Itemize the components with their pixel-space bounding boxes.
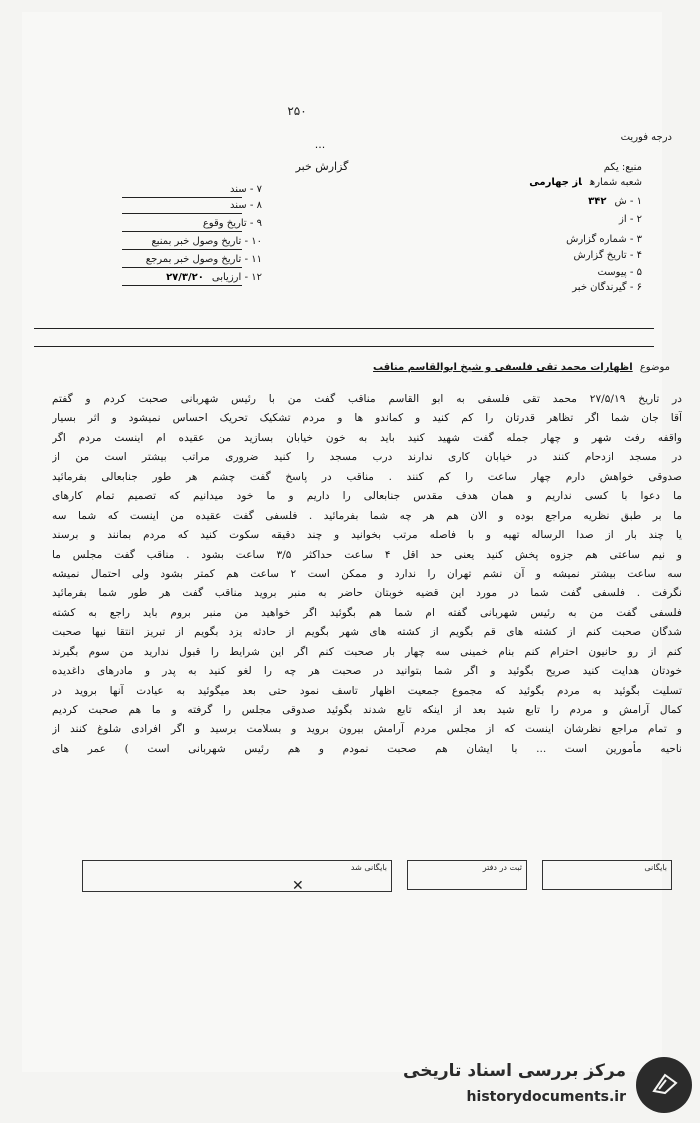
form-field: [143, 236, 262, 247]
body-line: و نیم ساعتی هم جزوه پخش کنید یعنی حد اقل ۴ ساعت حداکثر ۳/۵ ساعت بشود . مناقب گفت مجلس ما: [52, 548, 682, 561]
field-value: ۳۴۲: [588, 196, 607, 207]
stamp: [407, 860, 527, 890]
handwritten-mark: ✕: [292, 878, 304, 894]
form-field: [222, 184, 262, 195]
stamp: [542, 860, 672, 890]
form-field: [222, 200, 262, 211]
field-underline: [122, 213, 242, 214]
report-body: [52, 390, 682, 759]
field-underline: [122, 267, 242, 268]
priority-label: درجه فوریت: [620, 132, 672, 143]
stamp-text: بایگانی شد: [350, 863, 387, 872]
field-label: ۱۲ - ارزیابی: [211, 272, 262, 283]
divider-line: [34, 346, 654, 347]
archive-icon: [636, 1057, 692, 1113]
field-label: ۲ - از: [619, 214, 642, 225]
watermark-url: historydocuments.ir: [466, 1089, 626, 1105]
body-line: نگرفت . فلسفی گفت شما در مورد این قضیه خوبتان حاضر به منبر بروید مناقب گفت هر طور شما بفرمائید: [52, 587, 682, 600]
field-underline: [122, 197, 242, 198]
body-line: شدگان صحبت کنم از کشته های قم بگویم از کشته های شهر بگویم از حادثه یزد بگویم از تبریز انتقا نیها صحبت: [52, 626, 682, 639]
header-subtitle: ...: [314, 138, 326, 151]
body-line: و تمام مراجع نظرشان اینست که از مجلس مردم آرامش بیرون بروید و بسلامت برسید و اگر افرادی شلوغ کنند از: [52, 723, 682, 736]
form-field: [166, 272, 262, 283]
field-label: ۴ - تاریخ گزارش: [573, 250, 642, 261]
field-label: ۷ - سند: [230, 184, 262, 195]
field-label: ۳ - شماره گزارش: [566, 234, 642, 245]
form-field: [589, 267, 642, 278]
body-line: ما بر طبق نظریه مراجع بوده و الان هم هر چه شما بفرمائید . فلسفی گفت عقیده من اینست که شما سه: [52, 509, 682, 522]
field-label: ۸ - سند: [230, 200, 262, 211]
field-label: ۱ - ش: [614, 196, 642, 207]
body-line: سه ساعت بیشتر نمیشه و آن نشم تهران را ندارد و ممکن است ۲ ساعت هم کمتر بشود ولی احتمال نمیشه: [52, 567, 682, 580]
body-line: خودتان هدایت کنید صریح بگوئید و اگر شما بتوانید در صحبت هر چه را لغو کنید به پدر و مادرهای داغدیده: [52, 665, 682, 678]
body-line: فلسفی گفت من به رئیس شهربانی گفته ام شما هم بگوئید اگر خواهید من منبر بروم باید راجع به کشته: [52, 606, 682, 619]
stamp-text: بایگانی: [644, 863, 667, 872]
form-field: [588, 196, 642, 207]
body-line: یا چند بار از صدا الرساله تهیه و با فاصله مرتب بخوانید و چند دقیقه سکوت کنید که مردم بمانند و برسند: [52, 529, 682, 542]
stamp: [82, 860, 392, 892]
body-line: کنم از رو حانیون احترام کنم بنام خمینی سه چهار بار صحبت کنم اگر این شرایط را قبول ندارید من سوم بگیرند: [52, 645, 682, 658]
form-field: [596, 162, 642, 173]
subject-label: موضوع: [639, 362, 670, 373]
form-field: [565, 250, 642, 261]
field-underline: [122, 249, 242, 250]
field-label: ۹ - تاریخ وقوع: [202, 218, 262, 229]
watermark-title: مرکز بررسی اسناد تاریخی: [403, 1061, 626, 1081]
body-line: آقا جان شما اگر تظاهر قدرتان را کم کنید و کماندو ها و مردم تشکیک تحریک احساس نمیشود و اثر بسیار: [52, 412, 682, 425]
field-label: شعبه شماره: [589, 177, 642, 188]
form-field: [611, 214, 642, 225]
field-label: ۶ - گیرندگان خبر: [572, 282, 642, 293]
field-label: ۱۱ - تاریخ وصول خبر بمرجع: [145, 254, 262, 265]
form-field: [529, 177, 642, 188]
form-field: [558, 234, 642, 245]
body-line: واقفه رفت شهر و چهار جمله گفت شهید کنید باید به خون خیابان بسازید من عقیده ام اینست مردم اگر: [52, 431, 682, 444]
body-line: صدوقی خواهش دارم چهار ساعت را کم کنند . مناقب در پاسخ گفت چشم هر طور جنابعالی بفرمائید: [52, 470, 682, 483]
body-line: در مسجد ازدحام کنند در خیابان کاری ندارند درب مسجد را کنید ضروری مراتب بیشتر است من از: [52, 451, 682, 464]
field-label: ۱۰ - تاریخ وصول خبر بمنبع: [151, 236, 262, 247]
body-line: تسلیت بگوئید به مردم بگوئید که مجموع جمعیت اظهار تاسف نمود حتی بعد میگوئید به عیادت آنها بروید در: [52, 684, 682, 697]
body-line: ناحیه مأمورین است ... با ایشان هم صحبت نمودم و هم رئیس شهربانی است ) عمر های: [52, 742, 682, 755]
document-page: [22, 12, 682, 1072]
document-title: گزارش خبر: [295, 160, 349, 173]
watermark-logo: [402, 1057, 692, 1115]
subject-value: اظهارات محمد تقی فلسفی و شیخ ابوالقاسم مناقب: [373, 362, 633, 373]
form-field: [138, 254, 262, 265]
document-icon: [651, 1071, 679, 1095]
body-line: در تاریخ ۲۷/۵/۱۹ محمد تقی فلسفی به ابو القاسم مناقب گفت من با رئیس شهربانی صحبت کردم و گفتم: [52, 393, 682, 405]
field-label: منبع: یکم: [603, 162, 642, 173]
form-field: [564, 282, 642, 293]
field-value: ۲۷/۳/۲۰: [166, 272, 204, 283]
stamp-text: ثبت در دفتر: [482, 863, 522, 872]
header-stamp: ۲۵۰: [287, 104, 307, 118]
body-line: کمال آرامش و مردم را تابع شید بعد از اینکه تابع شدند بگوئید صدوقی مجلس را گرفته و ما هم صحبت کردیم: [52, 704, 682, 716]
subject-line: [52, 362, 670, 373]
form-field: [195, 218, 262, 229]
field-underline: [122, 231, 242, 232]
field-label: ۵ - پیوست: [597, 267, 642, 278]
field-value: از جهارمی: [529, 177, 582, 188]
body-line: ما دعوا با کسی نداریم و همان هدف مقدس جنابعالی را داریم و ما خود میدانیم که تصمیم تمام کارهای: [52, 490, 682, 503]
divider-line: [34, 328, 654, 329]
field-underline: [122, 285, 242, 286]
